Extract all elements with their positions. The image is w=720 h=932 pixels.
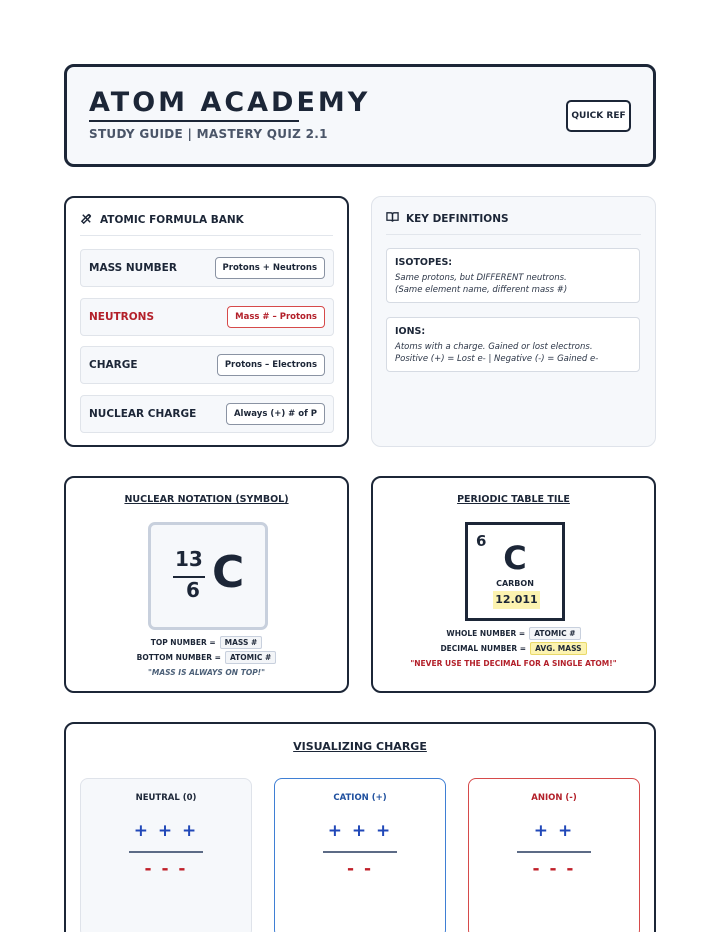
element-symbol: C <box>212 547 245 598</box>
atomic-number: 6 <box>186 578 200 602</box>
formula-label: MASS NUMBER <box>89 262 177 274</box>
anion-box <box>468 778 640 932</box>
periodic-tile-card <box>371 476 656 693</box>
cation-box <box>274 778 446 932</box>
quick-ref-button[interactable]: QUICK REF <box>566 100 631 132</box>
charge-divider <box>129 851 203 853</box>
charge-divider <box>517 851 591 853</box>
formula-bank-title: ATOMIC FORMULA BANK <box>100 214 244 226</box>
formula-row-nuclear-charge <box>80 395 334 433</box>
charge-title: VISUALIZING CHARGE <box>293 740 427 753</box>
definition-line: Atoms with a charge. Gained or lost electrons. <box>395 342 593 352</box>
mass-tag: MASS # <box>220 636 263 649</box>
definition-ions <box>386 317 640 372</box>
charge-box-title: ANION (-) <box>531 793 577 803</box>
electrons-row: - - - <box>532 859 576 879</box>
whole-number-row <box>373 627 654 640</box>
title-underline <box>89 120 299 122</box>
definition-term: ISOTOPES: <box>395 257 453 268</box>
formula-value: Protons + Neutrons <box>215 257 325 279</box>
formula-value: Protons – Electrons <box>217 354 325 376</box>
divider <box>386 234 641 235</box>
formula-value: Mass # – Protons <box>227 306 325 328</box>
formula-bank-header <box>80 212 244 228</box>
avg-mass-tag: AVG. MASS <box>530 642 586 655</box>
periodic-tile-title: PERIODIC TABLE TILE <box>457 494 570 505</box>
page-title: ATOM ACADEMY <box>89 87 371 118</box>
formula-row-mass-number <box>80 249 334 287</box>
element-tile <box>465 522 565 621</box>
protons-row: + + + <box>133 821 199 841</box>
decimal-number-row <box>373 642 654 655</box>
charge-box-title: CATION (+) <box>333 793 387 803</box>
protons-row: + + + <box>327 821 393 841</box>
bottom-number-row <box>66 651 347 664</box>
definition-line: Same protons, but DIFFERENT neutrons. <box>395 273 567 283</box>
mass-number: 13 <box>175 547 203 571</box>
top-number-row <box>66 636 347 649</box>
divider <box>80 235 333 236</box>
definitions-card <box>371 196 656 447</box>
formula-bank-card <box>64 196 349 447</box>
tile-atomic-number: 6 <box>476 532 487 550</box>
decimal-warning: "NEVER USE THE DECIMAL FOR A SINGLE ATOM!" <box>410 659 617 668</box>
whole-number-label: WHOLE NUMBER = <box>446 629 526 638</box>
formula-label: NEUTRONS <box>89 311 155 323</box>
charge-box-title: NEUTRAL (0) <box>135 793 197 803</box>
definitions-title: KEY DEFINITIONS <box>406 212 509 225</box>
formula-value: Always (+) # of P <box>226 403 325 425</box>
definition-line: Positive (+) = Lost e- | Negative (-) = Gained e- <box>395 354 599 364</box>
definition-line: (Same element name, different mass #) <box>395 285 568 295</box>
definition-isotopes <box>386 248 640 303</box>
notation-note: "MASS IS ALWAYS ON TOP!" <box>147 668 266 677</box>
formula-row-neutrons <box>80 298 334 336</box>
charge-divider <box>323 851 397 853</box>
electrons-row: - - - <box>144 859 188 879</box>
decimal-number-label: DECIMAL NUMBER = <box>440 644 527 653</box>
header-card <box>64 64 656 167</box>
notation-symbol-box <box>148 522 268 630</box>
tile-symbol: C <box>503 539 527 577</box>
definition-term: IONS: <box>395 326 426 337</box>
top-number-label: TOP NUMBER = <box>150 638 216 647</box>
atomic-tag: ATOMIC # <box>529 627 580 640</box>
formula-label: CHARGE <box>89 359 138 371</box>
neutral-box <box>80 778 252 932</box>
formula-row-charge <box>80 346 334 384</box>
notation-title: NUCLEAR NOTATION (SYMBOL) <box>124 494 289 505</box>
ruler-pencil-icon <box>80 212 93 228</box>
atomic-tag: ATOMIC # <box>225 651 276 664</box>
tile-element-name: CARBON <box>496 579 534 588</box>
page-subtitle: STUDY GUIDE | MASTERY QUIZ 2.1 <box>89 127 328 141</box>
formula-label: NUCLEAR CHARGE <box>89 408 197 420</box>
protons-row: + + <box>533 821 575 841</box>
open-book-icon <box>386 211 399 226</box>
charge-card <box>64 722 656 932</box>
electrons-row: - - <box>346 859 374 879</box>
tile-atomic-mass: 12.011 <box>493 591 540 609</box>
notation-card <box>64 476 349 693</box>
bottom-number-label: BOTTOM NUMBER = <box>136 653 221 662</box>
definitions-header <box>386 211 509 226</box>
